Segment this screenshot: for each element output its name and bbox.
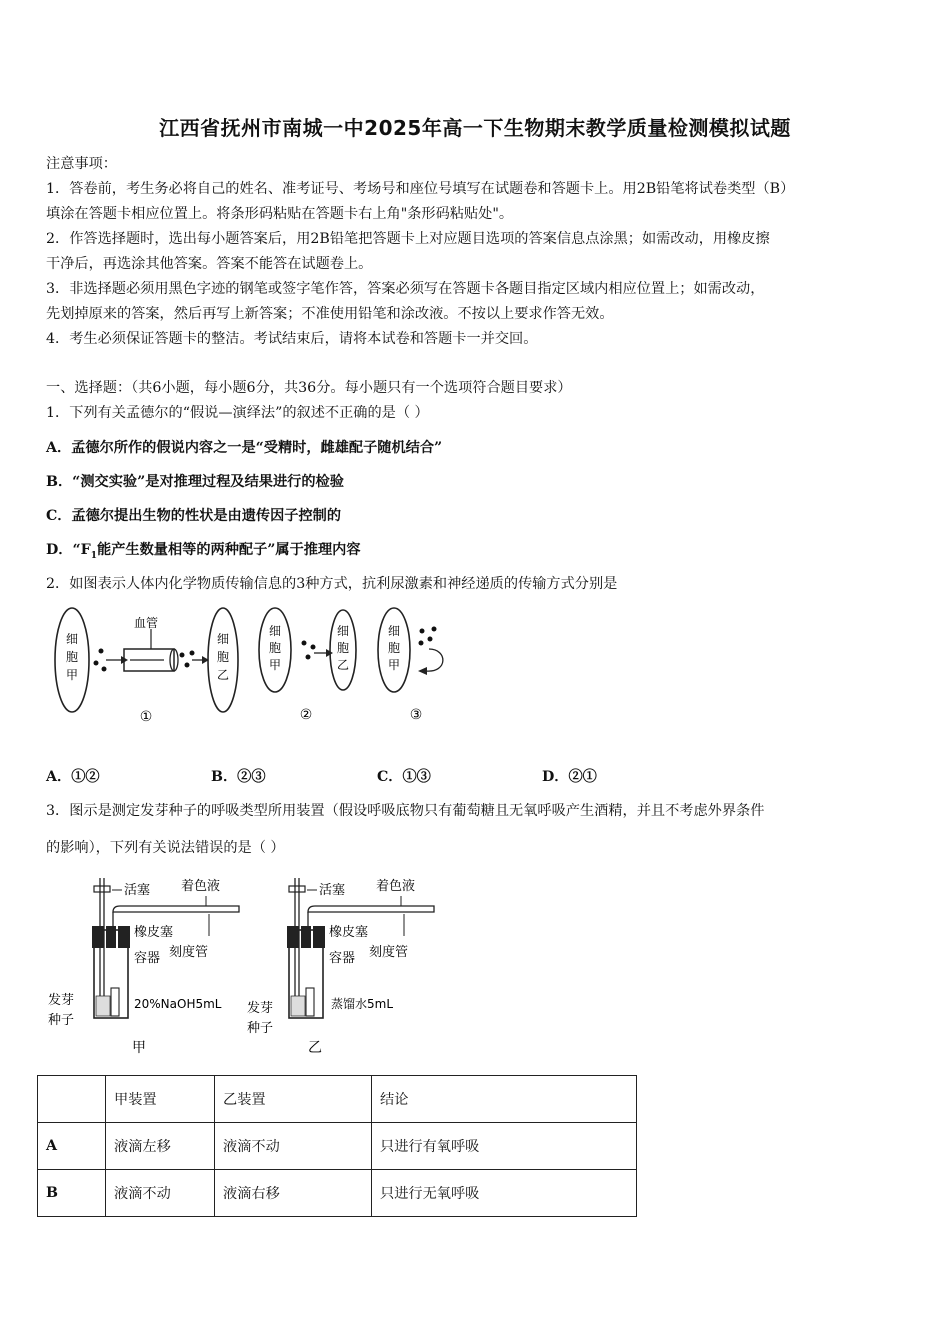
- q1-option-b: B．“测交实验”是对推理过程及结果进行的检验: [46, 474, 344, 490]
- svg-text:胞: 胞: [336, 641, 350, 655]
- cell-a-char-3: 甲: [65, 668, 79, 682]
- notice-heading: 注意事项：: [46, 156, 117, 172]
- table-cell: 液滴不动: [106, 1170, 215, 1217]
- q2-option-a: A．①②: [46, 769, 100, 785]
- figure-label-1: ①: [139, 709, 153, 725]
- notice-line-2: 填涂在答题卡相应位置上。将条形码粘贴在答题卡右上角"条形码粘贴处"。: [46, 206, 514, 222]
- water-solution-label: 蒸馏水5mL: [331, 997, 394, 1011]
- seed-label-2: 种子: [48, 1013, 75, 1028]
- notice-line-3: 2．作答选择题时，选出每小题答案后，用2B铅笔把答题卡上对应题目选项的答案信息点涂黑；如需改动，用橡皮擦: [46, 231, 770, 247]
- table-cell: 只进行有氧呼吸: [372, 1123, 637, 1170]
- q2-stem: 2．如图表示人体内化学物质传输信息的3种方式，抗利尿激素和神经递质的传输方式分别是: [46, 576, 618, 592]
- svg-text:甲: 甲: [387, 658, 401, 672]
- cell-b-char-3: 乙: [216, 668, 230, 682]
- svg-text:胞: 胞: [387, 641, 401, 655]
- q1-option-c: C．孟德尔提出生物的性状是由遗传因子控制的: [46, 508, 342, 524]
- svg-text:乙: 乙: [336, 658, 350, 672]
- apparatus-a: [48, 878, 239, 1056]
- table-cell: 液滴右移: [215, 1170, 372, 1217]
- q1-stem: 1．下列有关孟德尔的“假说—演绎法”的叙述不正确的是（ ）: [46, 405, 429, 421]
- plug-label: 橡皮塞: [134, 925, 174, 940]
- vessel-label: 血管: [133, 616, 159, 630]
- cell-a-char-2: 胞: [65, 650, 79, 664]
- stopcock-label: 活塞: [124, 883, 151, 898]
- notice-line-1: 1．答卷前，考生务必将自己的姓名、准考证号、考场号和座位号填写在试题卷和答题卡上。用2B铅笔将试卷类型（B）: [46, 181, 795, 197]
- q3-stem-line-2: 的影响），下列有关说法错误的是（ ）: [46, 840, 285, 856]
- table-row: [38, 1170, 637, 1217]
- q2-option-b: B．②③: [211, 769, 266, 785]
- table-header-cell: [38, 1076, 106, 1123]
- table-header-row: [38, 1076, 637, 1123]
- cell-a-char-1: 细: [65, 632, 79, 646]
- svg-text:发芽: 发芽: [247, 1001, 274, 1016]
- q3-answer-table: [37, 1075, 637, 1217]
- svg-text:橡皮塞: 橡皮塞: [329, 925, 369, 940]
- figure-label-2: ②: [299, 707, 313, 723]
- svg-text:细: 细: [268, 624, 282, 638]
- svg-text:着色液: 着色液: [376, 879, 416, 894]
- q3-stem-line-1: 3．图示是测定发芽种子的呼吸类型所用装置（假设呼吸底物只有葡萄糖且无氧呼吸产生酒精，并且不考虑外界条件: [46, 803, 765, 819]
- table-header-cell: 乙装置: [215, 1076, 372, 1123]
- page-title: 江西省抚州市南城一中2025年高一下生物期末教学质量检测模拟试题: [159, 116, 791, 140]
- svg-text:细: 细: [336, 624, 350, 638]
- q1-option-a: A．孟德尔所作的假说内容之一是“受精时，雌雄配子随机结合”: [46, 440, 443, 456]
- table-header-cell: 甲装置: [106, 1076, 215, 1123]
- svg-text:活塞: 活塞: [319, 883, 346, 898]
- q1-option-d: D．“$F_1$能产生数量相等的两种配子”属于推理内容: [46, 542, 361, 561]
- seed-label-1: 发芽: [48, 993, 75, 1008]
- table-cell: 液滴左移: [106, 1123, 215, 1170]
- container-label: 容器: [134, 951, 161, 966]
- table-header-cell: 结论: [372, 1076, 637, 1123]
- signal-transmission-figure: [46, 605, 466, 735]
- q2-option-c: C．①③: [377, 769, 431, 785]
- svg-text:细: 细: [387, 624, 401, 638]
- svg-text:甲: 甲: [268, 658, 282, 672]
- table-cell: 只进行无氧呼吸: [372, 1170, 637, 1217]
- svg-text:容器: 容器: [329, 951, 356, 966]
- apparatus-a-label: 甲: [132, 1040, 146, 1056]
- notice-line-6: 先划掉原来的答案，然后再写上新答案；不准使用铅笔和涂改液。不按以上要求作答无效。: [46, 306, 614, 322]
- naoh-solution-label: 20%NaOH5mL: [134, 997, 222, 1011]
- cell-b-char-1: 细: [216, 632, 230, 646]
- svg-text:胞: 胞: [268, 641, 282, 655]
- apparatus-b-label: 乙: [308, 1040, 322, 1056]
- cell-b-char-2: 胞: [216, 650, 230, 664]
- svg-text:种子: 种子: [247, 1021, 274, 1036]
- figure-label-3: ③: [409, 707, 423, 723]
- table-cell: A: [38, 1123, 106, 1170]
- dye-label: 着色液: [181, 879, 221, 894]
- notice-line-5: 3．非选择题必须用黑色字迹的钢笔或签字笔作答，答案必须写在答题卡各题目指定区域内相应位置上；如需改动，: [46, 281, 765, 297]
- svg-text:刻度管: 刻度管: [369, 945, 409, 960]
- table-cell: B: [38, 1170, 106, 1217]
- section-heading: 一、选择题：（共6小题，每小题6分，共36分。每小题只有一个选项符合题目要求）: [46, 380, 572, 396]
- respiration-apparatus-figure: [44, 868, 454, 1060]
- table-cell: 液滴不动: [215, 1123, 372, 1170]
- table-row: [38, 1123, 637, 1170]
- notice-line-4: 干净后，再选涂其他答案。答案不能答在试题卷上。: [46, 256, 373, 272]
- q2-option-d: D．②①: [542, 769, 597, 785]
- apparatus-b: [247, 878, 434, 1056]
- notice-line-7: 4．考生必须保证答题卡的整洁。考试结束后，请将本试卷和答题卡一并交回。: [46, 331, 538, 347]
- tube-label: 刻度管: [169, 945, 209, 960]
